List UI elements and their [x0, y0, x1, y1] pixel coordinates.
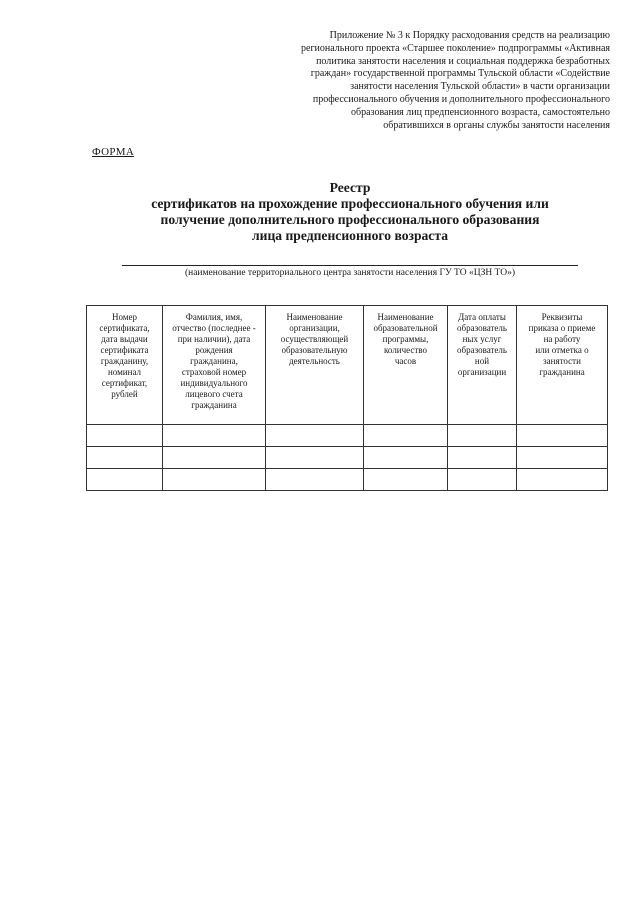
org-name-field-line [122, 265, 578, 266]
table-cell [87, 447, 163, 469]
header-text: Дата оплаты образователь ных услуг образователь ной организации [457, 312, 507, 377]
table-cell [364, 469, 448, 491]
table-cell [517, 469, 608, 491]
appendix-note [260, 30, 610, 132]
forma-label: ФОРМА [92, 146, 135, 158]
table-cell [364, 425, 448, 447]
table-row [87, 447, 608, 469]
appendix-line: политика занятости населения и социальная поддержка безработных [316, 55, 610, 67]
header-certificate-number [87, 306, 163, 425]
appendix-line: Приложение № 3 к Порядку расходования средств на реализацию [329, 30, 610, 41]
table-row [87, 425, 608, 447]
header-order-details [517, 306, 608, 425]
table-cell [163, 425, 266, 447]
appendix-line: образования лиц предпенсионного возраста, самостоятельно [351, 106, 610, 118]
table-cell [517, 425, 608, 447]
table-cell [364, 447, 448, 469]
header-citizen-name [163, 306, 266, 425]
header-text: Номер сертификата, дата выдачи сертификата гражданину, номинал сертификат, рублей [99, 312, 150, 399]
table-cell [87, 425, 163, 447]
header-program-name [364, 306, 448, 425]
registry-table [86, 305, 608, 491]
table-cell [448, 469, 517, 491]
header-text: Реквизиты приказа о приеме на работу или отметка о занятости гражданина [528, 312, 596, 377]
title-line: лица предпенсионного возраста [251, 228, 448, 243]
table-body [87, 425, 608, 491]
table-cell [87, 469, 163, 491]
org-name-caption: (наименование территориального центра занятости населения ГУ ТО «ЦЗН ТО») [184, 268, 516, 278]
appendix-line: занятости населения Тульской области» в части организации [350, 81, 610, 93]
title-line: Реестр [329, 180, 371, 195]
appendix-line: обратившихся в органы службы занятости населения [383, 119, 610, 131]
table-cell [163, 447, 266, 469]
header-organization-name [266, 306, 364, 425]
appendix-line: профессионального обучения и дополнительного профессионального [312, 93, 610, 105]
document-title [100, 180, 600, 244]
table-cell [266, 425, 364, 447]
header-text: Наименование организации, осуществляющей образовательную деятельность [280, 312, 349, 366]
table-row [87, 469, 608, 491]
table-cell [163, 469, 266, 491]
appendix-line: регионального проекта «Старшее поколение» подпрограммы «Активная [301, 42, 610, 54]
appendix-line: граждан» государственной программы Тульской области «Содействие [310, 68, 610, 80]
table-header-row [87, 306, 608, 425]
header-text: Фамилия, имя, отчество (последнее - при наличии), дата рождения гражданина, страховой номер индивидуального лицевого счета гражданина [172, 312, 256, 410]
table-cell [448, 425, 517, 447]
title-line: сертификатов на прохождение профессионального обучения или [151, 196, 549, 211]
header-payment-date [448, 306, 517, 425]
table-cell [448, 447, 517, 469]
table-cell [266, 447, 364, 469]
table-cell [266, 469, 364, 491]
title-line: получение дополнительного профессионального образования [160, 212, 540, 227]
header-text: Наименование образовательной программы, количество часов [373, 312, 438, 366]
table-cell [517, 447, 608, 469]
